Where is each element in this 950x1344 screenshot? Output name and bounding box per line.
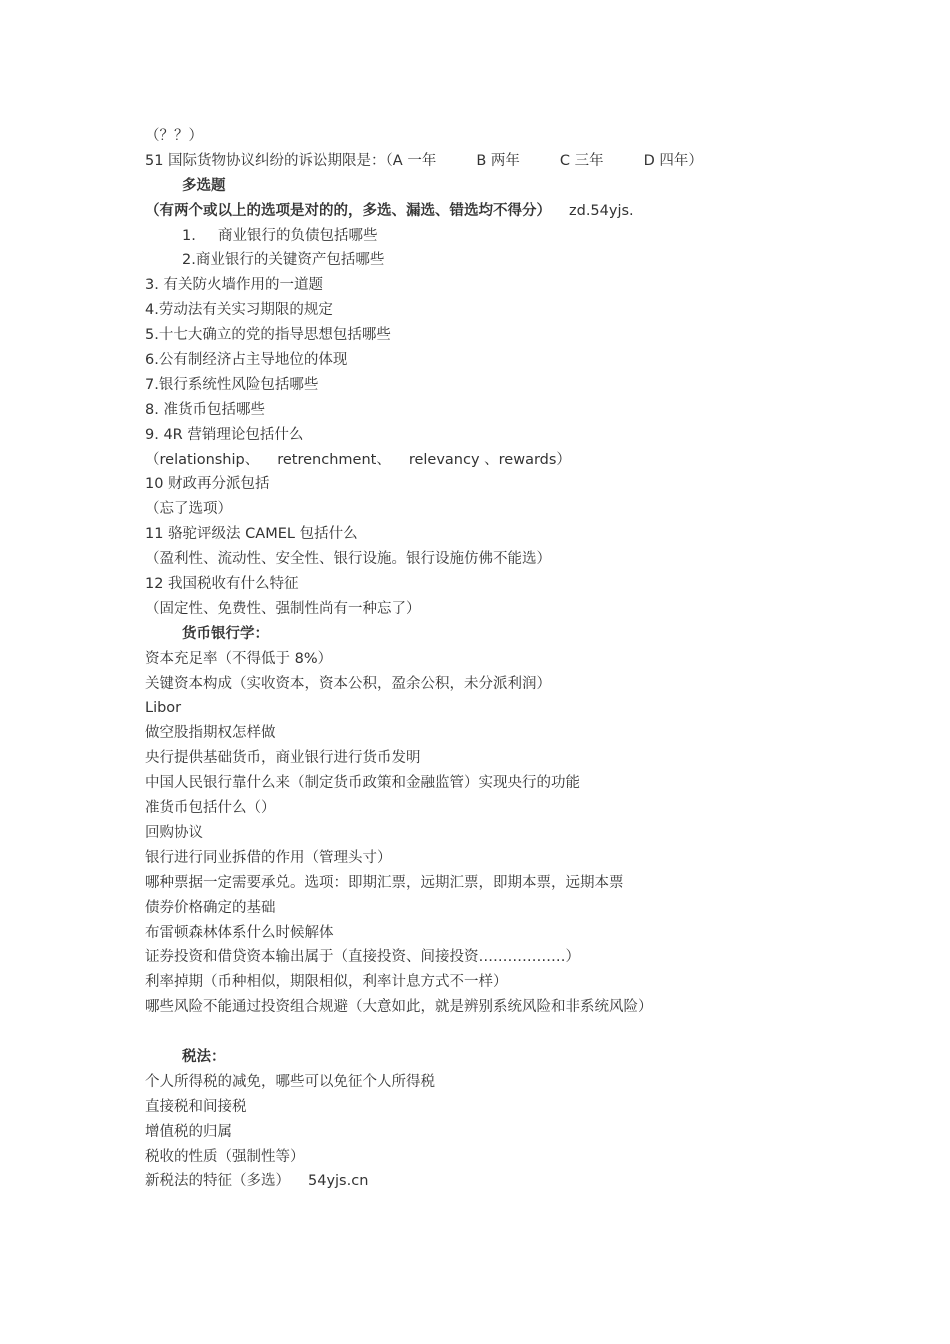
text-line: 增值税的归属: [145, 1123, 232, 1140]
list-text: 商业银行的负债包括哪些: [218, 227, 378, 244]
text-line: 中国人民银行靠什么来（制定货币政策和金融监管）实现央行的功能: [145, 775, 580, 792]
text-line: 税收的性质（强制性等）: [145, 1148, 305, 1165]
text-line: （？？）: [145, 128, 203, 144]
text-line: 央行提供基础货币，商业银行进行货币发明: [145, 750, 421, 767]
list-note: [145, 448, 845, 473]
text-line: 布雷顿森林体系什么时候解体: [145, 924, 334, 941]
list-note: （盈利性、流动性、安全性、银行设施。银行设施仿佛不能选）: [145, 551, 551, 568]
term-relationship: （relationship、: [145, 451, 260, 468]
text-line: 回购协议: [145, 824, 203, 841]
text-line: 利率掉期（币种相似，期限相似，利率计息方式不一样）: [145, 974, 508, 991]
term-relevancy: relevancy 、rewards）: [408, 451, 571, 468]
text-line: 哪种票据一定需要承兑。选项：即期汇票，远期汇票，即期本票，远期本票: [145, 874, 624, 891]
list-item: [145, 224, 845, 249]
list-item: 10 财政再分派包括: [145, 476, 270, 493]
list-number: 1.: [182, 227, 196, 244]
text-line: 证券投资和借贷资本输出属于（直接投资、间接投资………………）: [145, 949, 580, 966]
question-51: [145, 149, 845, 174]
multi-note: [145, 199, 845, 224]
section-heading-tax: 税法：: [182, 1048, 226, 1065]
list-item: 8. 准货币包括哪些: [145, 401, 265, 418]
text-line: 关键资本构成（实收资本，资本公积，盈余公积，未分派利润）: [145, 675, 551, 692]
list-item: 4.劳动法有关实习期限的规定: [145, 302, 333, 319]
option-b: B 两年: [476, 152, 520, 169]
list-item: 2.商业银行的关键资产包括哪些: [182, 252, 385, 269]
list-item: 7.银行系统性风险包括哪些: [145, 376, 319, 393]
document-body: [145, 124, 845, 1194]
list-item: 9. 4R 营销理论包括什么: [145, 426, 304, 443]
option-d: D 四年）: [643, 152, 703, 169]
text-line: 银行进行同业拆借的作用（管理头寸）: [145, 849, 392, 866]
text-line: 直接税和间接税: [145, 1098, 247, 1115]
list-item: 5.十七大确立的党的指导思想包括哪些: [145, 327, 391, 344]
text-t5: 新税法的特征（多选）: [145, 1173, 290, 1190]
blank-line: [145, 1020, 845, 1045]
option-c: C 三年: [559, 152, 604, 169]
text-line: 准货币包括什么（）: [145, 800, 276, 817]
list-item: 12 我国税收有什么特征: [145, 576, 299, 593]
text-line: 哪些风险不能通过投资组合规避（大意如此，就是辨别系统风险和非系统风险）: [145, 999, 653, 1016]
list-item: 3. 有关防火墙作用的一道题: [145, 277, 323, 294]
text-line: 债券价格确定的基础: [145, 899, 276, 916]
term-retrenchment: retrenchment、: [277, 451, 391, 468]
text-line: 资本充足率（不得低于 8%）: [145, 650, 333, 667]
list-item: 6.公有制经济占主导地位的体现: [145, 352, 348, 369]
text-line: Libor: [145, 700, 182, 717]
list-note: （忘了选项）: [145, 501, 232, 518]
section-heading-banking: 货币银行学：: [182, 625, 269, 642]
text-line: 个人所得税的减免，哪些可以免征个人所得税: [145, 1073, 435, 1090]
text-line: [145, 1169, 845, 1194]
site-label: 54yjs.cn: [308, 1173, 369, 1190]
site-label: zd.54yjs.: [569, 202, 634, 219]
multi-note-text: （有两个或以上的选项是对的的，多选、漏选、错选均不得分）: [145, 202, 551, 219]
text-line: 做空股指期权怎样做: [145, 725, 276, 742]
question-51-stem: 51 国际货物协议纠纷的诉讼期限是：（A 一年: [145, 152, 437, 169]
list-item: 11 骆驼评级法 CAMEL 包括什么: [145, 526, 358, 543]
section-heading-multi: 多选题: [182, 177, 226, 194]
list-note: （固定性、免费性、强制性尚有一种忘了）: [145, 600, 421, 617]
